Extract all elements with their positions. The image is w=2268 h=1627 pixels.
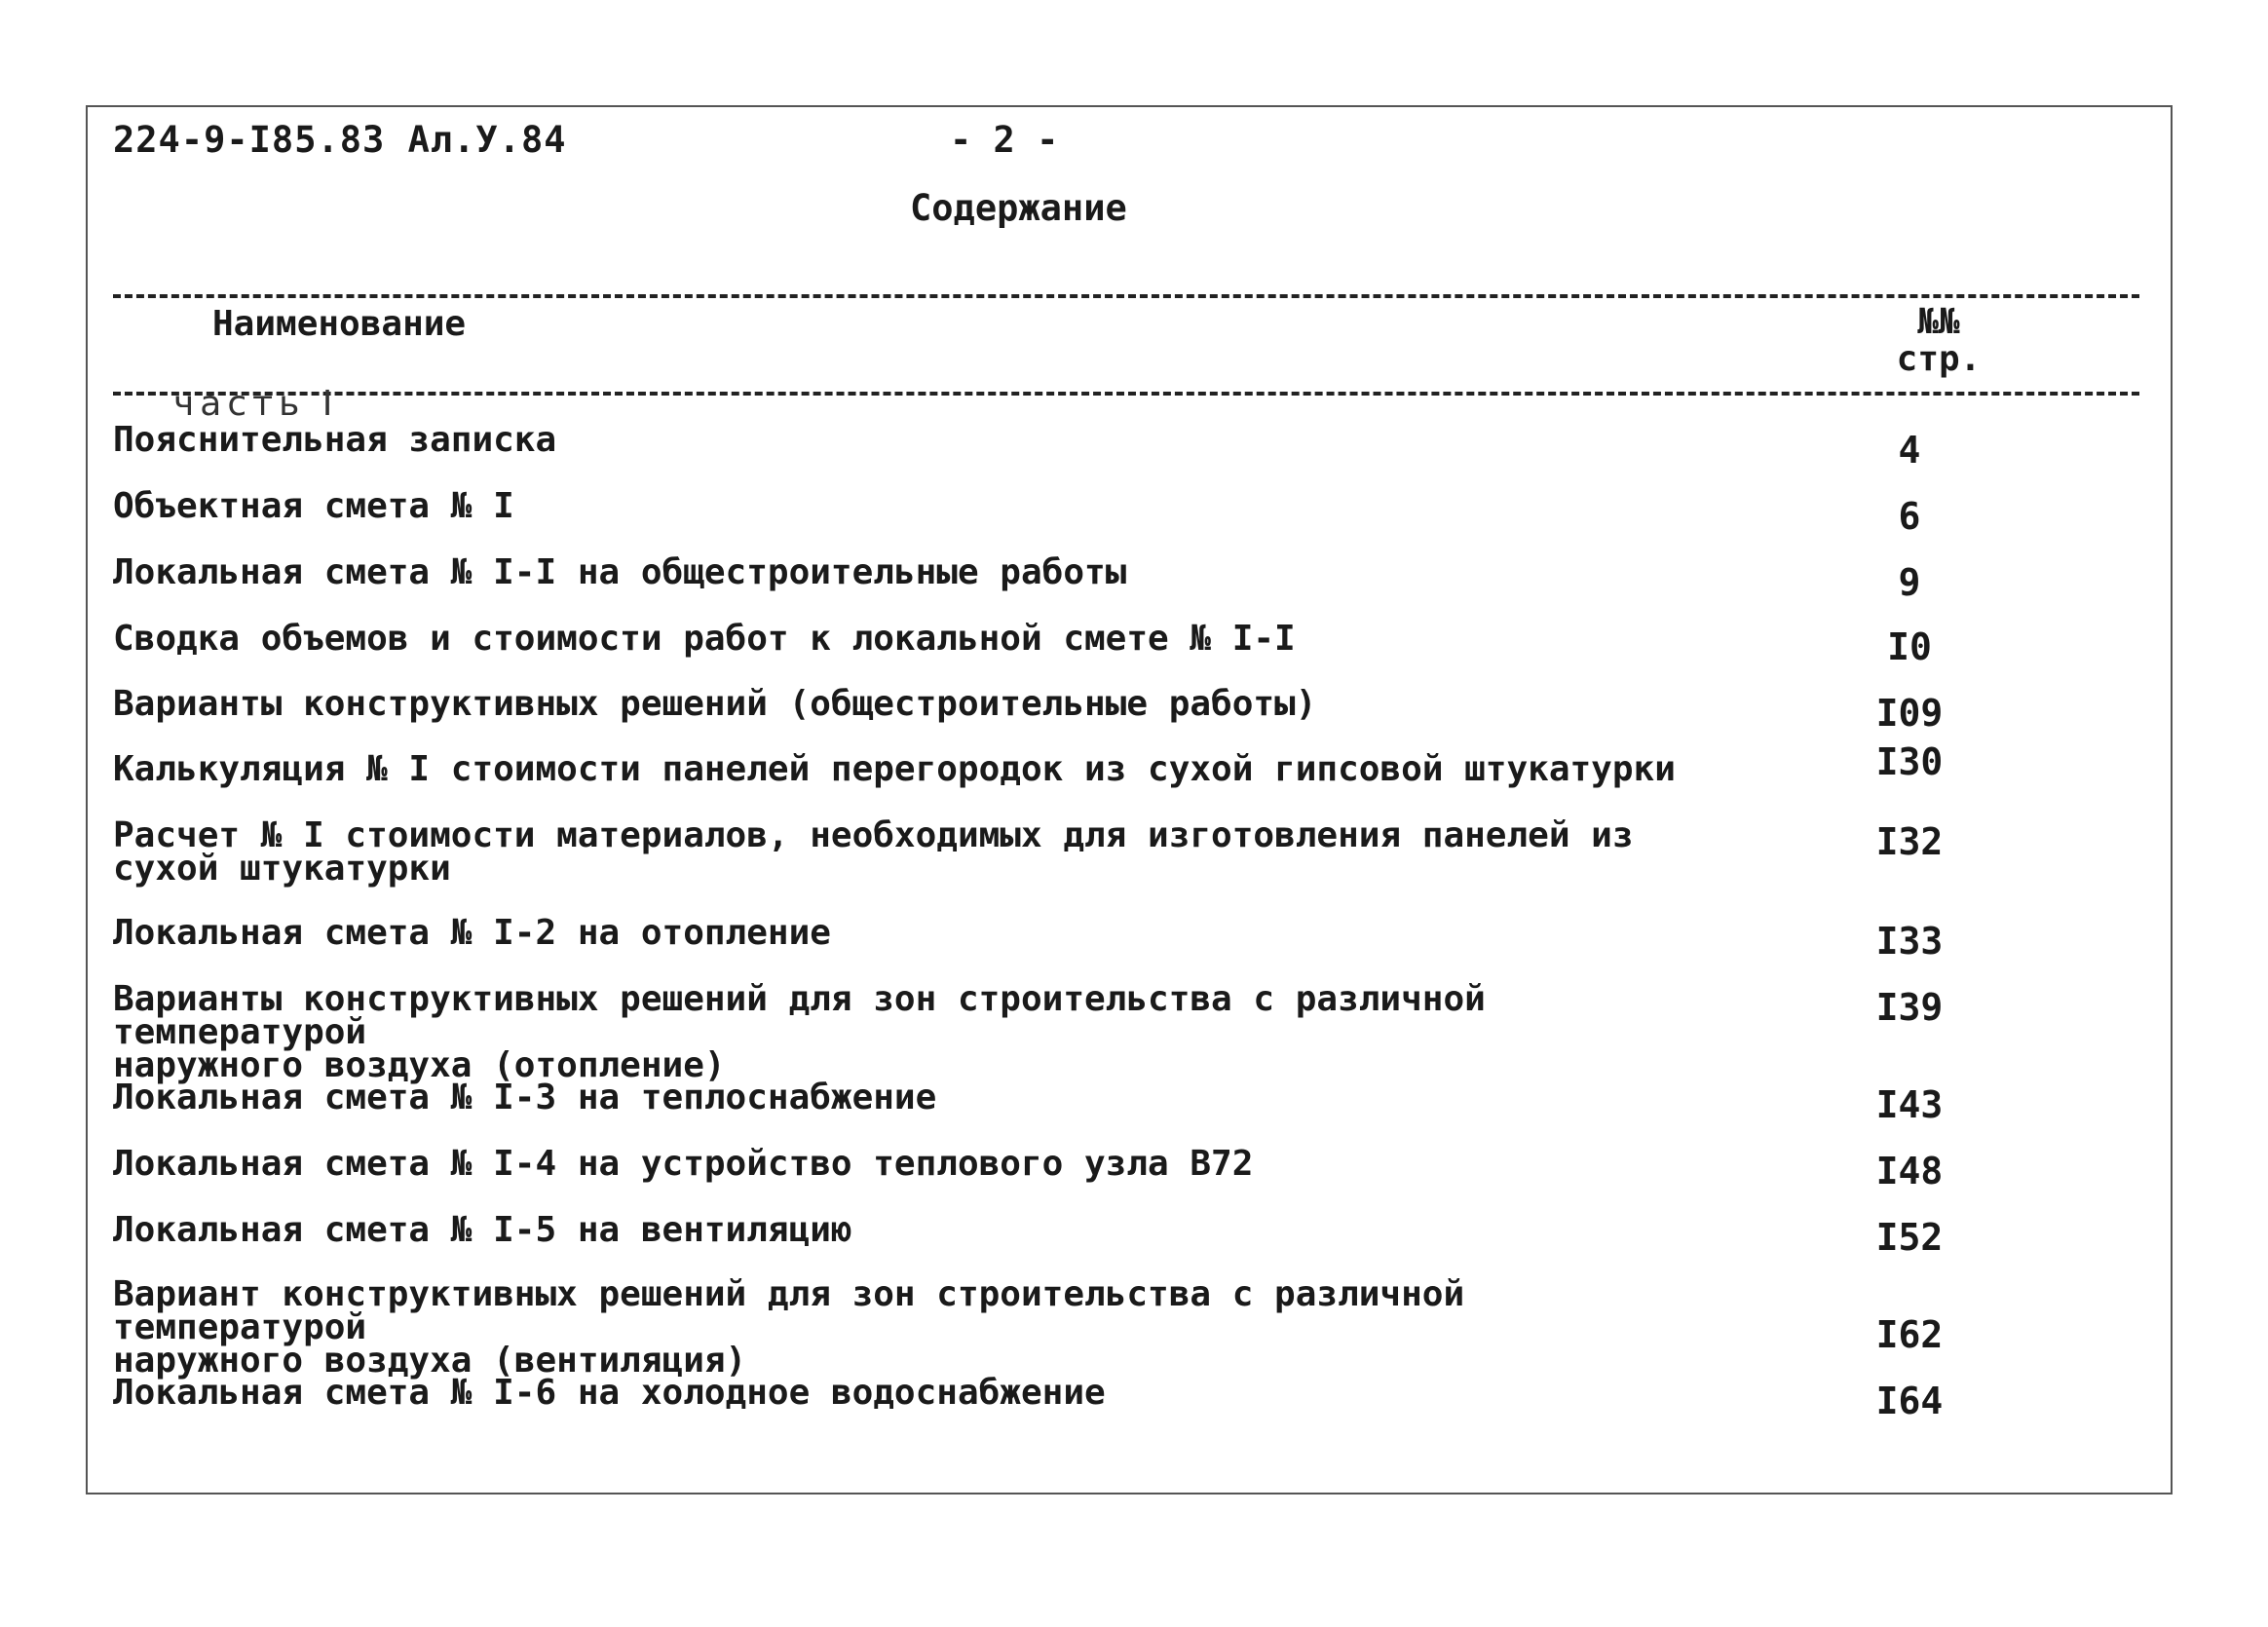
toc-entry-page: I32	[1875, 820, 1944, 863]
column-header-name: Наименование	[212, 304, 467, 344]
toc-entry-line1: Локальная смета № I-3 на теплоснабжение	[113, 1078, 937, 1117]
toc-entry	[113, 1144, 1711, 1184]
toc-entry-page: I43	[1875, 1083, 1944, 1126]
toc-entry	[113, 815, 1711, 889]
toc-entry-line1: Локальная смета № I-I на общестроительные работы	[113, 552, 1127, 592]
toc-entry-line1: Вариант конструктивных решений для зон строительства с различной температурой	[113, 1274, 1465, 1347]
header-top-rule	[113, 294, 2139, 298]
toc-entry	[113, 913, 1711, 953]
toc-entry-page: I39	[1875, 986, 1944, 1029]
toc-entry-page: I09	[1875, 692, 1944, 735]
column-header-page	[1871, 304, 2007, 378]
toc-entry	[113, 552, 1711, 592]
column-header-page-line2: стр.	[1896, 339, 1982, 379]
toc-entry-line2: наружного воздуха (отопление)	[113, 1045, 726, 1085]
toc-entry-line1: Объектная смета № I	[113, 486, 514, 526]
toc-entry-line1: Варианты конструктивных решений для зон строительства с различной температурой	[113, 979, 1486, 1052]
toc-entry	[113, 1373, 1711, 1413]
toc-entry-page: I33	[1875, 920, 1944, 963]
toc-entry	[113, 486, 1711, 526]
header-bottom-rule	[113, 392, 2139, 396]
toc-entry	[113, 684, 1711, 724]
toc-entry-line1: Локальная смета № I-5 на вентиляцию	[113, 1210, 852, 1250]
toc-entry-page: I64	[1875, 1380, 1944, 1422]
toc-entry-page: 6	[1898, 495, 1921, 538]
toc-entry-page: 4	[1898, 429, 1921, 472]
toc-entry	[113, 979, 1711, 1085]
toc-entry	[113, 1274, 1711, 1381]
toc-entry	[113, 1210, 1711, 1250]
toc-entry	[113, 749, 1711, 789]
toc-entry-line2: сухой штукатурки	[113, 849, 451, 889]
part-label: часть I	[173, 384, 339, 424]
document-code: 224-9-I85.83 Ал.У.84	[113, 119, 567, 161]
toc-entry-page: I52	[1875, 1216, 1944, 1259]
toc-entry	[113, 1078, 1711, 1117]
toc-entry-line1: Локальная смета № I-2 на отопление	[113, 913, 831, 953]
toc-entry-line1: Пояснительная записка	[113, 420, 557, 460]
toc-entry-line2: наружного воздуха (вентиляция)	[113, 1341, 747, 1381]
toc-entry-line1: Варианты конструктивных решений (общестроительные работы)	[113, 684, 1317, 724]
toc-entry-line1: Калькуляция № I стоимости панелей перегородок из сухой гипсовой штукатурки	[113, 749, 1676, 789]
toc-entry-page: I48	[1875, 1150, 1944, 1192]
toc-entry-page: I62	[1875, 1313, 1944, 1356]
toc-entry-line1: Локальная смета № I-4 на устройство теплового узла В72	[113, 1144, 1254, 1184]
toc-entry	[113, 420, 1711, 460]
toc-entry	[113, 619, 1711, 659]
toc-entry-page: 9	[1898, 561, 1921, 604]
column-header-page-line1: №№	[1917, 302, 1960, 342]
toc-entry-line1: Сводка объемов и стоимости работ к локальной смете № I-I	[113, 619, 1296, 659]
toc-entry-line1: Локальная смета № I-6 на холодное водоснабжение	[113, 1373, 1106, 1413]
page-title: Содержание	[910, 187, 1127, 229]
toc-entry-page: I0	[1887, 625, 1932, 668]
toc-entry-line1: Расчет № I стоимости материалов, необходимых для изготовления панелей из	[113, 815, 1634, 855]
page-number: - 2 -	[950, 119, 1059, 161]
toc-entry-page: I30	[1875, 740, 1944, 783]
